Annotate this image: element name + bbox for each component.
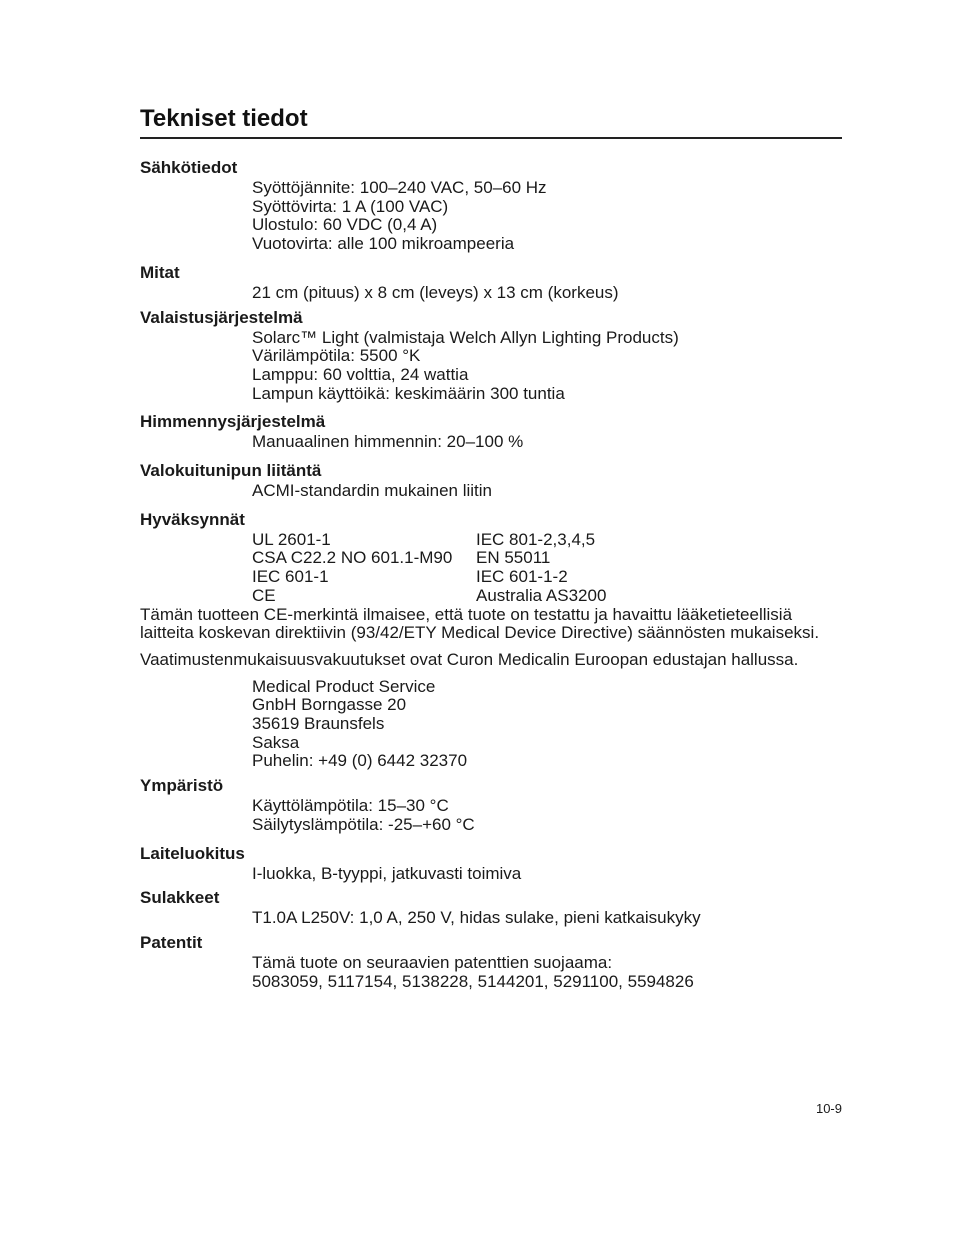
- address-line: Medical Product Service: [252, 676, 436, 696]
- section-electrical: [140, 157, 842, 254]
- spacer: [140, 403, 842, 411]
- section-patents: [140, 932, 842, 991]
- approvals-table: [252, 531, 842, 606]
- approval-cell: IEC 601-1: [252, 567, 329, 587]
- spec-line: Solarc™ Light (valmistaja Welch Allyn Lighting Products): [252, 327, 679, 347]
- spec-line: T1.0A L250V: 1,0 A, 250 V, hidas sulake, pieni katkaisukyky: [252, 908, 701, 928]
- spec-line: Lampun käyttöikä: keskimäärin 300 tuntia: [252, 383, 565, 403]
- section-dimming: [140, 411, 842, 452]
- section-body: [252, 179, 842, 254]
- section-body: [252, 482, 842, 501]
- section-heading: Valokuitunipun liitäntä: [140, 461, 322, 481]
- section-heading: Sulakkeet: [140, 888, 220, 908]
- section-body: [252, 284, 842, 303]
- spec-line: Tämä tuote on seuraavien patenttien suojaama:: [252, 952, 613, 972]
- spec-line: Manuaalinen himmennin: 20–100 %: [252, 432, 524, 452]
- spec-line: Säilytyslämpötila: -25–+60 °C: [252, 814, 475, 834]
- address-line: 35619 Braunsfels: [252, 714, 385, 734]
- address-line: Puhelin: +49 (0) 6442 32370: [252, 751, 468, 771]
- spacer: [140, 835, 842, 843]
- section-lighting: [140, 307, 842, 404]
- section-dimensions: [140, 262, 842, 303]
- spacer: [140, 501, 842, 509]
- section-heading: Hyväksynnät: [140, 509, 245, 529]
- approval-cell: CSA C22.2 NO 601.1-M90: [252, 548, 453, 568]
- spec-line: 5083059, 5117154, 5138228, 5144201, 5291100, 5594826: [252, 971, 694, 991]
- section-body: [252, 865, 842, 884]
- spec-line: I-luokka, B-tyyppi, jatkuvasti toimiva: [252, 863, 522, 883]
- approval-cell: IEC 601-1-2: [476, 567, 568, 587]
- spacer: [140, 452, 842, 460]
- section-heading: Laiteluokitus: [140, 843, 245, 863]
- section-heading: Patentit: [140, 932, 203, 952]
- section-body: [252, 433, 842, 452]
- section-heading: Valaistusjärjestelmä: [140, 307, 303, 327]
- spec-line: Ulostulo: 60 VDC (0,4 A): [252, 215, 438, 235]
- approval-cell: IEC 801-2,3,4,5: [476, 529, 596, 549]
- address-line: GnbH Borngasse 20: [252, 695, 407, 715]
- section-heading: Sähkötiedot: [140, 158, 238, 177]
- spec-line: Vuotovirta: alle 100 mikroampeeria: [252, 234, 515, 254]
- section-environment: [140, 775, 842, 834]
- section-approvals: [140, 509, 842, 771]
- section-body: [252, 797, 842, 834]
- page-number: 10-9: [815, 1101, 842, 1116]
- spacer: [140, 254, 842, 262]
- spec-content: [140, 157, 842, 991]
- ce-mark-paragraph: Tämän tuotteen CE-merkintä ilmaisee, että tuote on testattu ja havaittu lääketieteellisiä laitteita koskevan direktiivin (93/42/ETY Medical Device Directive) säännösten mukaiseksi.: [140, 604, 820, 643]
- representative-address: [252, 678, 842, 772]
- section-heading: Mitat: [140, 262, 180, 282]
- spec-line: Käyttölämpötila: 15–30 °C: [252, 796, 449, 816]
- spec-line: 21 cm (pituus) x 8 cm (leveys) x 13 cm (korkeus): [252, 282, 619, 302]
- section-fuses: [140, 887, 842, 928]
- section-body: [252, 909, 842, 928]
- section-body: [252, 329, 842, 404]
- spec-line: Syöttövirta: 1 A (100 VAC): [252, 196, 449, 216]
- section-heading: Himmennysjärjestelmä: [140, 412, 326, 432]
- spec-line: Lamppu: 60 volttia, 24 wattia: [252, 364, 469, 384]
- address-line: Saksa: [252, 732, 300, 752]
- section-classification: [140, 843, 842, 884]
- spec-line: Värilämpötila: 5500 °K: [252, 346, 421, 366]
- section-fiber-connector: [140, 460, 842, 501]
- declaration-paragraph: Vaatimustenmukaisuusvakuutukset ovat Curon Medicalin Euroopan edustajan hallussa.: [140, 649, 799, 669]
- document-page: [140, 0, 842, 1235]
- spec-line: ACMI-standardin mukainen liitin: [252, 481, 492, 501]
- approval-cell: UL 2601-1: [252, 529, 331, 549]
- page-title: Tekniset tiedot: [140, 105, 308, 132]
- approval-cell: Australia AS3200: [476, 585, 607, 605]
- approval-cell: EN 55011: [476, 548, 551, 568]
- title-divider: [140, 137, 842, 139]
- spacer: [140, 670, 842, 678]
- spec-line: Syöttöjännite: 100–240 VAC, 50–60 Hz: [252, 178, 547, 197]
- section-heading: Ympäristö: [140, 776, 224, 796]
- section-body: [252, 954, 842, 991]
- approval-cell: CE: [252, 585, 276, 605]
